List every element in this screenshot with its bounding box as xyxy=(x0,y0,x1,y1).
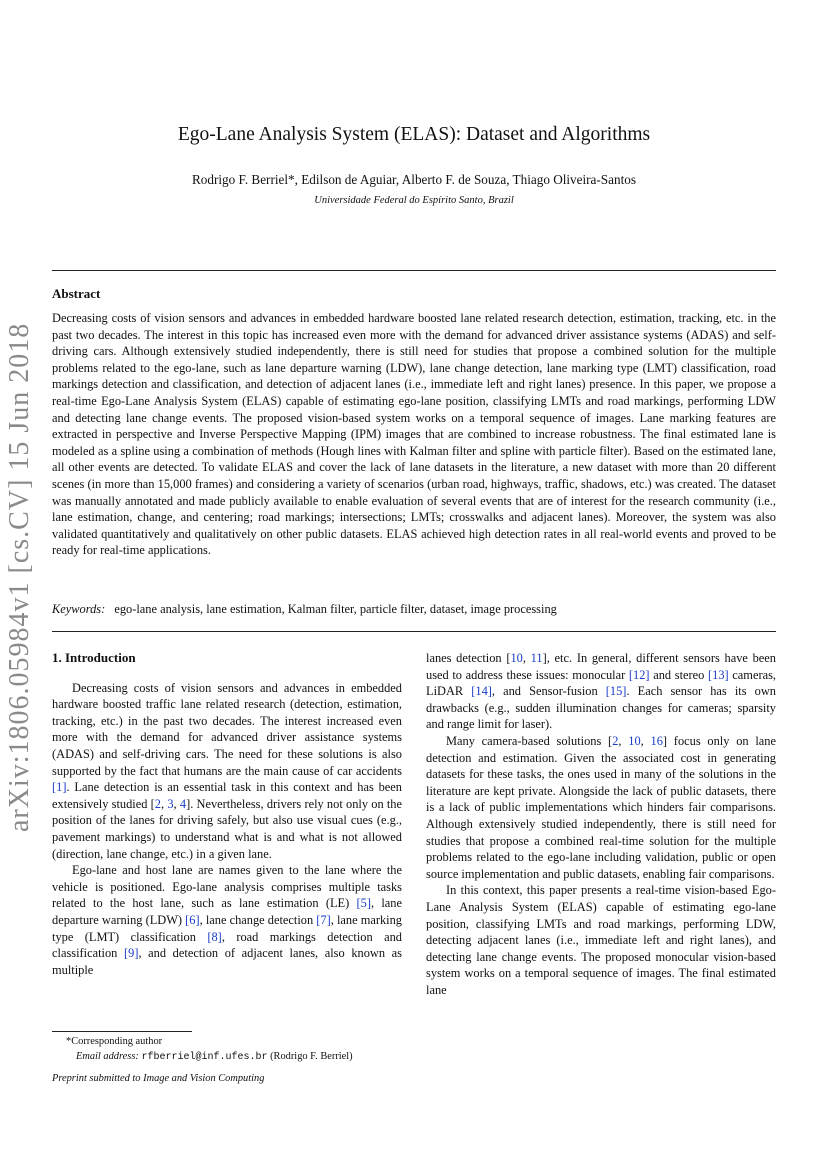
citation-link[interactable]: [8] xyxy=(207,929,222,944)
intro-paragraph-3: lanes detection [10, 11], etc. In general, different sensors have been used to address these issues: monocular [12] and stereo [13] cameras, LiDAR [14], and Sensor-fusion [15]. Each sensor has its own drawbacks (e.g., sudden illumination changes for cameras; sparsity and range limit for laser). xyxy=(426,651,776,732)
email-address-link[interactable]: rfberriel@inf.ufes.br xyxy=(141,1052,268,1063)
footnote xyxy=(52,1034,412,1065)
author-list: Rodrigo F. Berriel*, Edilson de Aguiar, Alberto F. de Souza, Thiago Oliveira-Santos xyxy=(192,172,636,187)
corresponding-author-note: *Corresponding author xyxy=(66,1036,163,1047)
footnote-divider xyxy=(52,1031,192,1032)
email-note xyxy=(52,1049,412,1065)
abstract-heading: Abstract xyxy=(52,286,101,301)
intro-paragraph-1: Decreasing costs of vision sensors and advances in embedded hardware boosted traffic lane related research (detection, estimation, tracking, etc.) in the past two decades. The interest increased even more with the demand for advanced driver assistance systems (ADAS) and self-driving cars. The need for these solutions is also supported by the fact that humans are the main cause of car accidents [1]. Lane detection is an essential task in this context and has been extensively studied [2, 3, 4]. Nevertheless, drivers rely not only on the position of the lanes for driving safely, but also use visual cues (e.g., pavement markings) to understand what is and what is not allowed (direction, lane change, etc.) in a given lane. xyxy=(52,680,402,861)
citation-link[interactable]: 11 xyxy=(530,651,543,665)
email-owner: (Rodrigo F. Berriel) xyxy=(267,1051,353,1062)
citation-link[interactable]: 10 xyxy=(510,651,523,665)
abstract-divider xyxy=(52,631,776,632)
citation-link[interactable]: [7] xyxy=(316,912,331,927)
intro-paragraph-4: Many camera-based solutions [2, 10, 16] focus only on lane detection and estimation. Given the associated cost in generating datasets for these tasks, the ones used in many of the solutions in the literature are kept private. Alongside the lack of public datasets, there is a lack of public implementations which hinders fair comparisons. Although extensively studied independently, there is still need for studies that propose a combined real-time solution for the multiple problems related to the ego-lane including validation, public or open source implementation and public datasets, enabling fair comparisons. xyxy=(426,733,776,881)
abstract-body: Decreasing costs of vision sensors and advances in embedded hardware boosted lane related research detection, estimation, tracking, etc. in the past two decades. The interest in this topic has increased even more with the demand for advanced driver assistance systems (ADAS) and self-driving cars. Although extensively studied independently, there is still need for studies that propose a combined solution for the multiple problems related to the ego-lane, such as lane departure warning (LDW), lane change detection, lane marking type (LMT) classification, road markings detection and classification, and detection of adjacent lanes (i.e., immediate left and right lanes) presence. In this paper, we propose a real-time Ego-Lane Analysis System (ELAS) capable of estimating ego-lane position, classifying LMTs and road markings, performing LDW and detecting lane change events. The proposed vision-based system works on a temporal sequence of images. Lane marking features are extracted in perspective and Inverse Perspective Mapping (IPM) images that are combined to increase robustness. The final estimated lane is modeled as a spline using a combination of methods (Hough lines with Kalman filter and spline with particle filter). Based on the estimated lane, all other events are detected. To validate ELAS and cover the lack of lane datasets in the literature, a new dataset with more than 20 different scenes (in more than 15,000 frames) and considering a variety of scenarios (urban road, highways, traffic, shadows, etc.) was created. The dataset was manually annotated and made publicly available to enable evaluation of several events that are of interest for the research community (i.e., lane estimation, change, and centering; road markings; intersections; LMTs; crosswalks and adjacent lanes). Moreover, the system was also validated quantitatively and qualitatively on other public datasets. ELAS achieved high detection rates in all real-world events and proved to be ready for real-time applications. xyxy=(52,311,776,558)
citation-link[interactable]: 16 xyxy=(650,733,663,748)
citation-link[interactable]: 10 xyxy=(628,733,641,748)
intro-paragraph-2: Ego-lane and host lane are names given to the lane where the vehicle is positioned. Ego-lane analysis comprises multiple tasks related to the host lane, such as lane estimation (LE) [5], lane departure warning (LDW) [6], lane change detection [7], lane marking type (LMT) classification [8], road markings detection and classification [9], and detection of adjacent lanes, also known as multiple xyxy=(52,863,403,977)
right-column xyxy=(426,650,776,998)
arxiv-identifier-stamp: arXiv:1806.05984v1 [cs.CV] 15 Jun 2018 xyxy=(4,322,35,832)
citation-link[interactable]: [6] xyxy=(185,912,200,927)
citation-link[interactable]: 3 xyxy=(167,796,174,811)
citation-link[interactable]: 2 xyxy=(154,796,161,811)
keywords-text: ego-lane analysis, lane estimation, Kalman filter, particle filter, dataset, image processing xyxy=(114,602,557,616)
preprint-notice: Preprint submitted to Image and Vision Computing xyxy=(52,1073,265,1084)
citation-link[interactable]: 4 xyxy=(179,796,187,811)
keywords-line xyxy=(52,602,776,617)
email-label: Email address: xyxy=(76,1051,139,1062)
left-column xyxy=(52,650,402,978)
affiliation: Universidade Federal do Espírito Santo, Brazil xyxy=(314,195,514,206)
citation-link[interactable]: [15] xyxy=(605,684,627,699)
citation-link[interactable]: [9] xyxy=(124,946,139,961)
paper-title: Ego-Lane Analysis System (ELAS): Dataset and Algorithms xyxy=(177,124,651,145)
citation-link[interactable]: [14] xyxy=(471,684,492,699)
citation-link[interactable]: 2 xyxy=(612,733,619,748)
intro-paragraph-5: In this context, this paper presents a real-time vision-based Ego-Lane Analysis System (ELAS) capable of estimating ego-lane position, classifying LMTs and road markings, performing LDW, detecting adjacent lanes (i.e., immediate left and right lanes), and detecting lane change events. The proposed monocular vision-based system works on a temporal sequence of images. The final estimated lane xyxy=(426,883,776,997)
citation-link[interactable]: [5] xyxy=(356,896,371,911)
citation-link[interactable]: [13] xyxy=(708,667,729,682)
section-heading-introduction: 1. Introduction xyxy=(52,650,136,665)
citation-link[interactable]: [12] xyxy=(628,667,650,682)
top-divider xyxy=(52,270,776,271)
citation-link[interactable]: [1] xyxy=(52,780,67,795)
keywords-label: Keywords: xyxy=(52,602,106,616)
